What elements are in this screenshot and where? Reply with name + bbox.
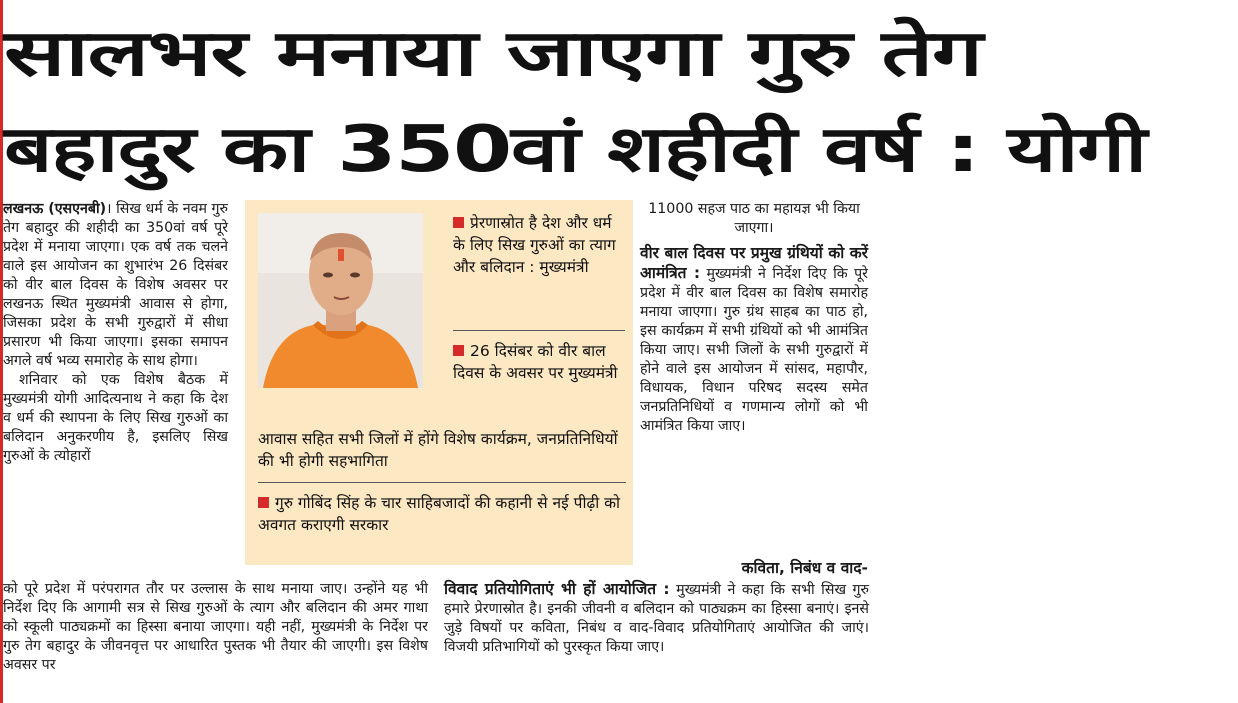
- article-column-1: [3, 200, 228, 466]
- highlight-box: [245, 200, 633, 565]
- article-wide-left: को पूरे प्रदेश में परंपरागत तौर पर उल्लास के साथ मनाया जाए। उन्होंने यह भी निर्देश दिए कि आगामी सत्र से सिख गुरुओं के त्याग और बलिदान की अमर गाथा को स्कूली पाठ्यक्रमों का हिस्सा बनाया जाएगा। यही नहीं, मुख्यमंत्री के निर्देश पर गुरु तेग बहादुर के जीवनवृत्त पर आधारित पुस्तक भी तैयार की जाएगी। इस विशेष अवसर पर: [3, 581, 428, 673]
- paragraph-2: शनिवार को एक विशेष बैठक में मुख्यमंत्री योगी आदित्यनाथ ने कहा कि देश व धर्म की स्थापना के लिए सिख गुरुओं का बलिदान अनुकरणीय है, इसलिए सिख गुरुओं के त्योहारों: [3, 372, 228, 464]
- paragraph-invite: वीर बाल दिवस पर प्रमुख ग्रंथियों को करें आमंत्रित : मुख्यमंत्री ने निर्देश दिए कि पूरे प्रदेश में वीर बाल दिवस का विशेष समारोह मनाया जाएगा। गुरु ग्रंथ साहब का पाठ हो, इस कार्यक्रम में सभी ग्रंथियों को भी आमंत्रित किया जाए। सभी जिलों के सभी गुरुद्वारों में होने वाले इस आयोजन में सांसद, महापौर, विधायक, विधान परिषद सदस्य समेत जनप्रतिनिधियों व गणमान्य लोगों को भी आमंत्रित किया जाए।: [640, 244, 868, 434]
- highlight-point-2-continued: आवास सहित सभी जिलों में होंगे विशेष कार्यक्रम, जनप्रतिनिधियों की भी होगी सहभागिता: [258, 430, 618, 470]
- paragraph-1: लखनऊ (एसएनबी)। सिख धर्म के नवम गुरु तेग बहादुर की शहीदी का 350वां वर्ष पूरे प्रदेश में मनाया जाएगा। एक वर्ष तक चलने वाले इस आयोजन का शुभारंभ 26 दिसंबर को वीर बाल दिवस के विशेष अवसर पर लखनऊ स्थित मुख्यमंत्री आवास से होगा, जिसका प्रदेश के सभी गुरुद्वारों में सीधा प्रसारण भी किया जाएगा। इसका समापन अगले वर्ष भव्य समारोह के साथ होगा।: [3, 201, 229, 369]
- person-photo: [258, 213, 423, 388]
- article-wide-right: विवाद प्रतियोगिताएं भी हों आयोजित : मुख्यमंत्री ने कहा कि सभी सिख गुरु हमारे प्रेरणास्रोत है। इनकी जीवनी व बलिदान को पाठ्यक्रम का हिस्सा बनाएं। इनसे जुड़े विषयों पर कविता, निबंध व वाद-विवाद प्रतियोगिताएं आयोजित की जाएं। विजयी प्रतिभागियों को पुरस्कृत किया जाए।: [444, 580, 869, 655]
- dateline: लखनऊ (एसएनबी): [3, 201, 107, 217]
- person-photo-icon: [258, 213, 423, 388]
- bullet-square-icon: [258, 497, 269, 508]
- subheading-competition-part-1: कविता, निबंध व वाद-: [741, 559, 868, 577]
- divider: [258, 482, 626, 483]
- highlight-point-3: गुरु गोबिंद सिंह के चार साहिबजादों की कहानी से नई पीढ़ी को अवगत कराएगी सरकार: [258, 494, 621, 534]
- paragraph-lead: 11000 सहज पाठ का महायज्ञ भी किया जाएगा।: [648, 201, 860, 236]
- highlight-point-1: प्रेरणास्रोत है देश और धर्म के लिए सिख गुरुओं का त्याग और बलिदान : मुख्यमंत्री: [453, 214, 616, 276]
- bullet-square-icon: [453, 345, 464, 356]
- article-column-3: [640, 200, 868, 436]
- subheading-invite: वीर बाल दिवस पर प्रमुख ग्रंथियों को करें आमंत्रित :: [640, 244, 868, 282]
- headline-line-1: सालभर मनाया जाएगा गुरु तेग: [4, 17, 982, 91]
- headline-line-2: बहादुर का 350वां शहीदी वर्ष : योगी: [4, 113, 1146, 187]
- highlight-point-2: 26 दिसंबर को वीर बाल दिवस के अवसर पर मुख्यमंत्री: [453, 342, 618, 382]
- bullet-square-icon: [453, 217, 464, 228]
- subheading-competition: विवाद प्रतियोगिताएं भी हों आयोजित :: [444, 580, 670, 598]
- divider: [453, 330, 625, 331]
